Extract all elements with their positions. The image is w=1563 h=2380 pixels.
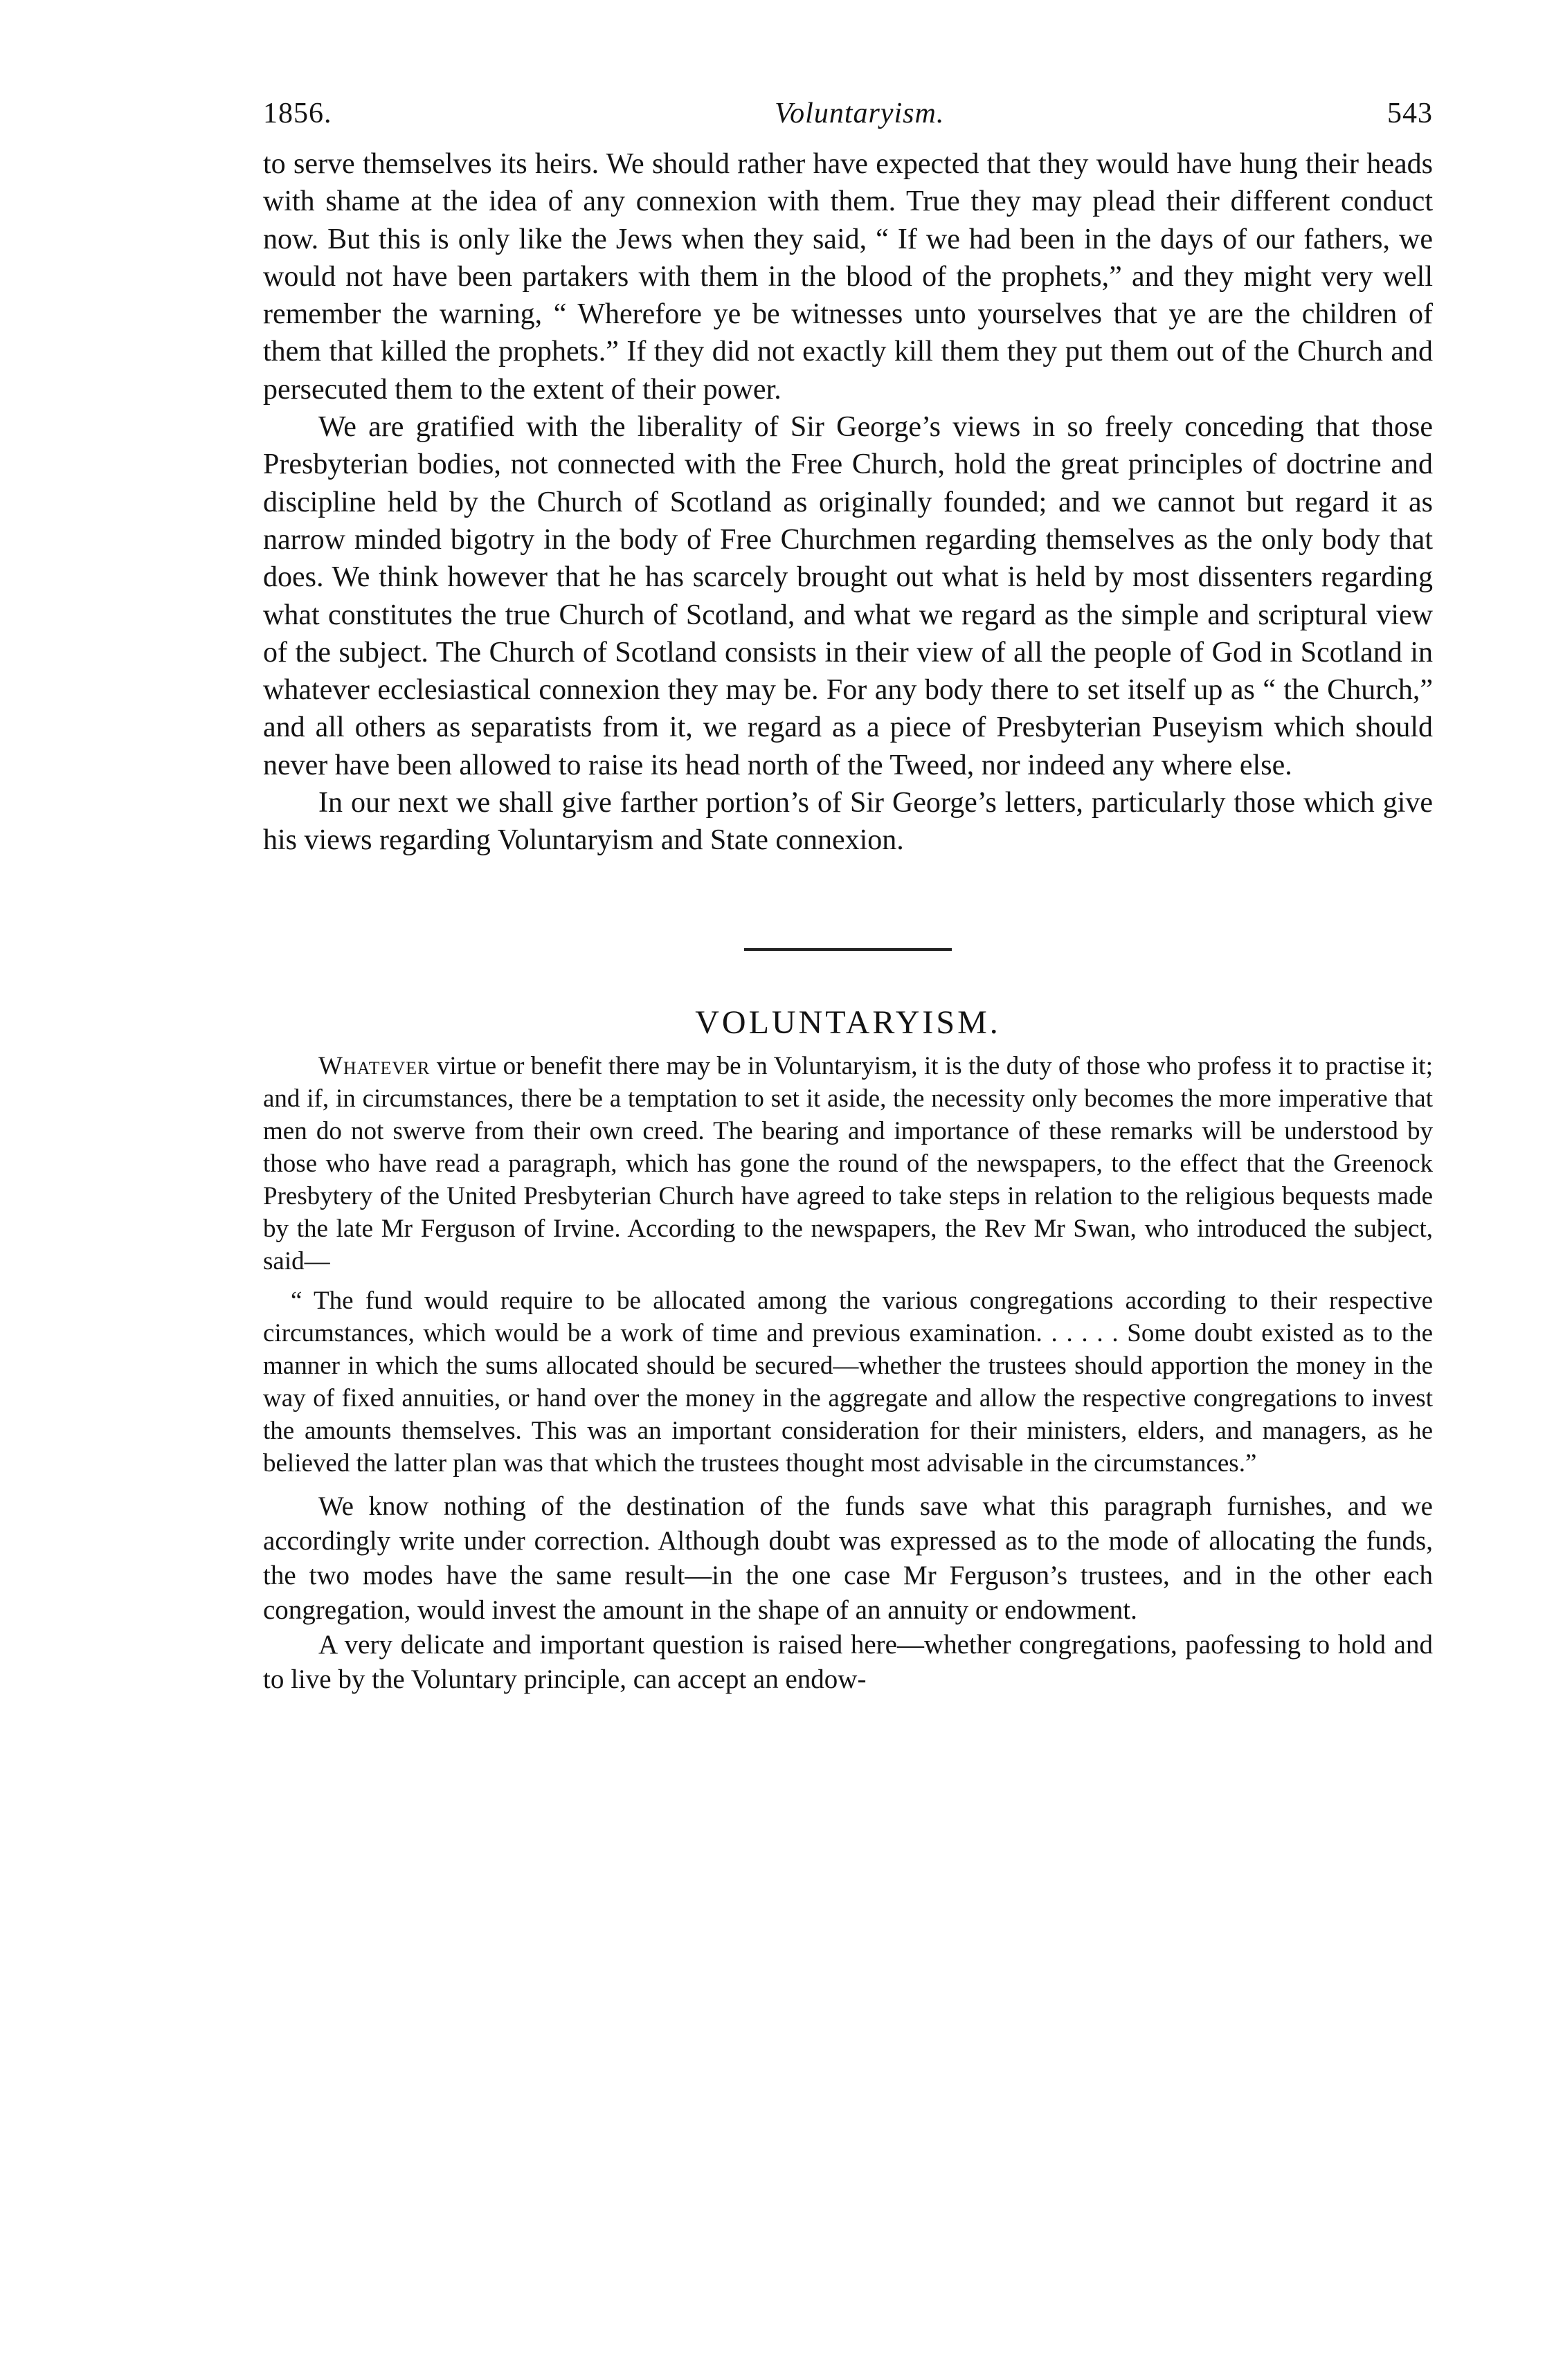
section-divider	[744, 948, 952, 951]
opening-paragraph	[263, 1050, 1433, 1278]
header-page-number: 543	[1386, 98, 1433, 129]
upper-text	[263, 145, 1433, 860]
paragraph: We know nothing of the destination of the funds save what this paragraph furnishes, and we accordingly write under correction. Although doubt was expressed as to the mode of allocating the funds, the two modes have the same result—in the one case Mr Ferguson’s trustees, and in the other each congregation, would invest the amount in the shape of an annuity or endowment.	[263, 1491, 1433, 1625]
header-title: Voluntaryism.	[775, 98, 945, 129]
running-head	[263, 97, 1433, 145]
section-body	[263, 1050, 1433, 1480]
paragraph: We are gratified with the liberality of Sir George’s views in so freely conceding that those Presbyterian bodies, not connected with the Free Church, hold the great principles of doctrine and discipline held by the Church of Scotland as originally founded; and we cannot but regard it as narrow minded bigotry in the body of Free Churchmen regarding themselves as the only body that does. We think however that he has scarcely brought out what is held by most dissenters regarding what constitutes the true Church of Scotland, and what we regard as the simple and scriptural view of the subject. The Church of Scotland consists in their view of all the people of God in Scotland in whatever ecclesiastical connexion they may be. For any body there to set itself up as “ the Church,” and all others as separatists from it, we regard as a piece of Presbyterian Puseyism which should never have been allowed to raise its head north of the Tweed, nor indeed any where else.	[263, 411, 1433, 781]
paragraph: to serve themselves its heirs. We should rather have expected that they would have hung their heads with shame at the idea of any connexion with them. True they may plead their different conduct now. But this is only like the Jews when they said, “ If we had been in the days of our fathers, we would not have been partakers with them in the blood of the prophets,” and they might very well remember the warning, “ Wherefore ye be witnesses unto yourselves that ye are the children of them that killed the prophets.” If they did not exactly kill them they put them out of the Church and persecuted them to the extent of their power.	[263, 148, 1433, 406]
opening-text: virtue or benefit there may be in Voluntaryism, it is the duty of those who profess it to practise it; and if, in circumstances, there be a temptation to set it aside, the necessity only becomes the more imperative that men do not swerve from their own creed. The bearing and importance of these remarks will be understood by those who have read a paragraph, which has gone the round of the newspapers, to the effect that the Greenock Presbytery of the United Presbyterian Church have agreed to take steps in relation to the religious bequests made by the late Mr Ferguson of Irvine. According to the newspapers, the Rev Mr Swan, who introduced the subject, said—	[263, 1051, 1433, 1275]
page	[263, 97, 1433, 1697]
section-title: VOLUNTARYISM.	[695, 1003, 1001, 1041]
quotation	[263, 1284, 1433, 1480]
after-quote-text	[263, 1489, 1433, 1697]
header-year: 1856.	[263, 98, 332, 129]
quotation-text: “ The fund would require to be allocated among the various congregations according to their respective circumstances, which would be a work of time and previous examination. . . . . . Some doubt existed as to the manner in which the sums allocated should be secured—whether the trustees should apportion the money in the way of fixed annuities, or hand over the money in the aggregate and allow the respective congregations to invest the amounts themselves. This was an important consideration for their ministers, elders, and managers, as he believed the latter plan was that which the trustees thought most advisable in the circumstances.”	[263, 1286, 1433, 1478]
paragraph: A very delicate and important question is raised here—whether congregations, paofessing to hold and to live by the Voluntary principle, can accept an endow-	[263, 1629, 1433, 1694]
opening-word: Whatever	[318, 1051, 431, 1080]
paragraph: In our next we shall give farther portion’s of Sir George’s letters, particularly those which give his views regarding Voluntaryism and State connexion.	[263, 787, 1433, 857]
